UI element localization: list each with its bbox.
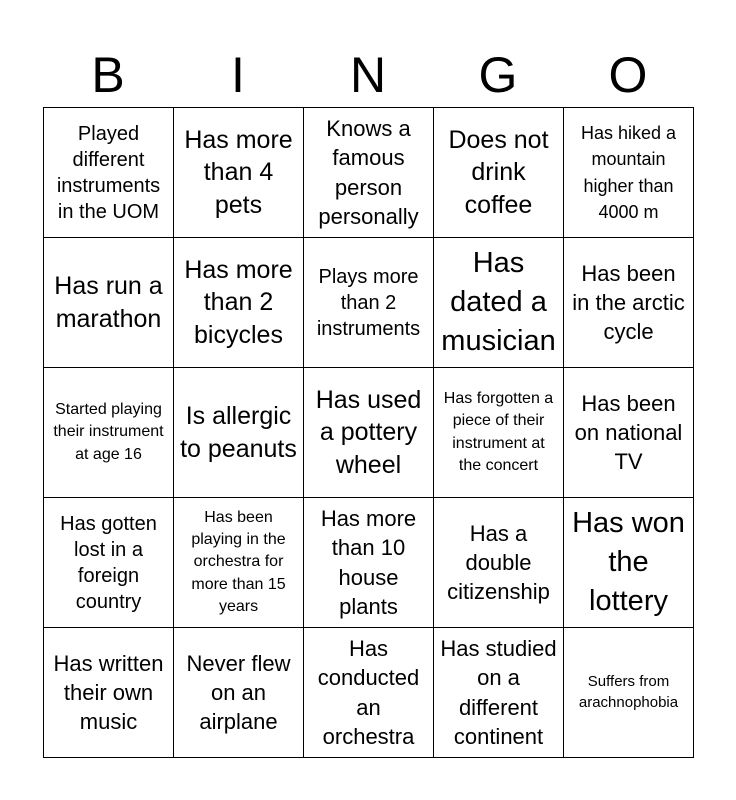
cell-text: Suffers from arachnophobia	[578, 673, 679, 711]
cell-text: Has more than 4 pets	[184, 125, 293, 219]
cell-text: Has been playing in the orchestra for more than 15 years	[191, 508, 286, 616]
cell-text: Knows a famous person personally	[318, 116, 419, 229]
cell-text: Has used a pottery wheel	[315, 385, 422, 479]
bingo-cell[interactable]	[304, 368, 434, 498]
bingo-cell[interactable]	[174, 238, 304, 368]
bingo-cell[interactable]	[44, 108, 174, 238]
header-letter-o: O	[608, 47, 648, 103]
cell-text: Has dated a musician	[441, 246, 556, 358]
bingo-header	[43, 44, 693, 106]
header-letter-b: B	[91, 47, 125, 103]
bingo-cell[interactable]	[304, 238, 434, 368]
cell-text: Has forgotten a piece of their instrument at the concert	[443, 389, 554, 474]
bingo-cell[interactable]	[304, 628, 434, 758]
cell-text: Played different instruments in the UOM	[56, 122, 161, 223]
bingo-cell[interactable]	[434, 238, 564, 368]
cell-text: Plays more than 2 instruments	[316, 265, 421, 340]
cell-text: Never flew on an airplane	[186, 650, 291, 735]
bingo-cell[interactable]	[564, 368, 694, 498]
header-letter-g: G	[478, 47, 518, 103]
bingo-cell[interactable]	[174, 108, 304, 238]
bingo-cell[interactable]	[44, 498, 174, 628]
cell-text: Has studied on a different continent	[440, 636, 557, 749]
cell-text: Started playing their instrument at age 16	[53, 400, 164, 463]
bingo-board	[43, 107, 694, 758]
cell-text: Has more than 2 bicycles	[184, 255, 293, 349]
bingo-cell[interactable]	[564, 628, 694, 758]
bingo-cell[interactable]	[434, 498, 564, 628]
bingo-cell[interactable]	[304, 498, 434, 628]
cell-text: Has been on national TV	[574, 390, 683, 475]
bingo-cell[interactable]	[44, 628, 174, 758]
cell-text: Has run a marathon	[54, 272, 163, 333]
bingo-cell[interactable]	[434, 368, 564, 498]
header-letter-i: I	[231, 47, 245, 103]
bingo-cell[interactable]	[174, 628, 304, 758]
cell-text: Is allergic to peanuts	[180, 402, 297, 463]
bingo-cell[interactable]	[564, 238, 694, 368]
cell-text: Has hiked a mountain higher than 4000 m	[580, 123, 677, 222]
bingo-cell[interactable]	[174, 368, 304, 498]
cell-text: Has been in the arctic cycle	[572, 260, 685, 345]
bingo-cell[interactable]	[44, 368, 174, 498]
header-letter-n: N	[349, 47, 387, 103]
cell-text: Has more than 10 house plants	[320, 506, 417, 619]
bingo-cell[interactable]	[564, 498, 694, 628]
cell-text: Has conducted an orchestra	[317, 636, 420, 749]
bingo-cell[interactable]	[434, 628, 564, 758]
bingo-cell[interactable]	[434, 108, 564, 238]
bingo-cell[interactable]	[174, 498, 304, 628]
cell-text: Has won the lottery	[572, 506, 685, 618]
bingo-cell[interactable]	[304, 108, 434, 238]
bingo-cell[interactable]	[44, 238, 174, 368]
cell-text: Has a double citizenship	[447, 520, 550, 605]
bingo-cell[interactable]	[564, 108, 694, 238]
cell-text: Has written their own music	[53, 650, 164, 735]
cell-text: Has gotten lost in a foreign country	[60, 512, 157, 613]
cell-text: Does not drink coffee	[448, 125, 549, 219]
